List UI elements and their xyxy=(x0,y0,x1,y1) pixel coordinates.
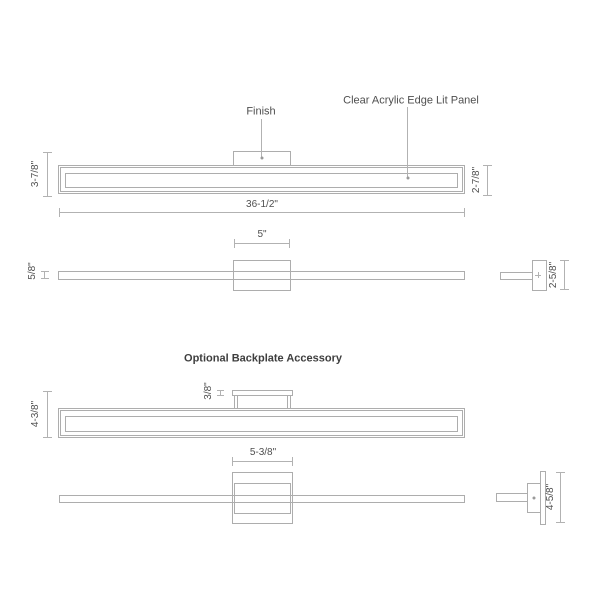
dim-text-backplate-front-height: 4-3/8" xyxy=(30,400,41,428)
dim-tick xyxy=(464,208,465,217)
dim-connector xyxy=(44,272,45,278)
dim-tick xyxy=(232,457,233,466)
acrylic-panel-label: Clear Acrylic Edge Lit Panel xyxy=(343,94,479,107)
dim-text-canopy-width: 5" xyxy=(257,229,267,240)
dim-line-front-panel-height xyxy=(487,165,488,196)
dim-text-backplate-thickness: 3/8" xyxy=(203,382,214,400)
dim-tick xyxy=(41,271,49,272)
dim-line-backplate-side-height xyxy=(560,472,561,523)
dim-connector xyxy=(220,391,221,395)
dim-line-backplate-width xyxy=(232,461,293,462)
dim-text-side-canopy-height: 2-5/8" xyxy=(548,261,559,289)
dim-tick xyxy=(483,195,492,196)
dim-line-side-canopy-height xyxy=(564,260,565,290)
acrylic-panel-leader-dot xyxy=(407,177,410,180)
dim-tick xyxy=(43,391,52,392)
dim-tick xyxy=(560,289,569,290)
dim-tick xyxy=(556,472,565,473)
plan-fixture-bar-backplate xyxy=(59,495,465,503)
side-fixture-arm xyxy=(500,272,533,280)
dim-text-backplate-side-height: 4-5/8" xyxy=(545,483,556,511)
dim-line-front-overall-height xyxy=(47,152,48,197)
canopy-center-mark xyxy=(538,272,539,278)
section-title: Optional Backplate Accessory xyxy=(184,352,342,365)
dim-text-front-overall-height: 3-7/8" xyxy=(30,160,41,188)
dim-tick xyxy=(483,165,492,166)
acrylic-panel-leader-line xyxy=(407,107,408,177)
dim-line-backplate-front-height xyxy=(47,391,48,438)
dim-tick xyxy=(556,522,565,523)
dim-text-front-width: 36-1/2" xyxy=(246,199,278,210)
dim-text-backplate-width: 5-3/8" xyxy=(249,447,277,458)
dim-tick xyxy=(43,196,52,197)
dim-line-front-width xyxy=(59,212,465,213)
backplate-acrylic-panel-outline xyxy=(65,416,458,432)
dim-tick xyxy=(43,152,52,153)
dim-text-bar-depth: 5/8" xyxy=(27,262,38,280)
side-canopy-center-dot xyxy=(533,497,536,500)
plan-fixture-bar xyxy=(58,271,465,280)
backplate-front-right-leg xyxy=(287,395,291,409)
dim-tick xyxy=(560,260,569,261)
dim-line-canopy-width xyxy=(234,243,290,244)
dim-tick xyxy=(289,239,290,248)
dim-text-front-panel-height: 2-7/8" xyxy=(471,166,482,194)
dim-tick xyxy=(292,457,293,466)
side-fixture-arm-backplate xyxy=(496,493,528,502)
backplate-front-plate xyxy=(232,390,293,396)
front-acrylic-panel-outline xyxy=(65,173,458,188)
finish-label: Finish xyxy=(246,105,276,118)
finish-leader-dot xyxy=(261,157,264,160)
finish-leader-line xyxy=(261,119,262,157)
backplate-front-left-leg xyxy=(234,395,238,409)
dim-tick xyxy=(234,239,235,248)
dim-tick xyxy=(43,437,52,438)
dim-tick xyxy=(41,278,49,279)
dim-tick xyxy=(59,208,60,217)
dim-tick xyxy=(217,395,224,396)
